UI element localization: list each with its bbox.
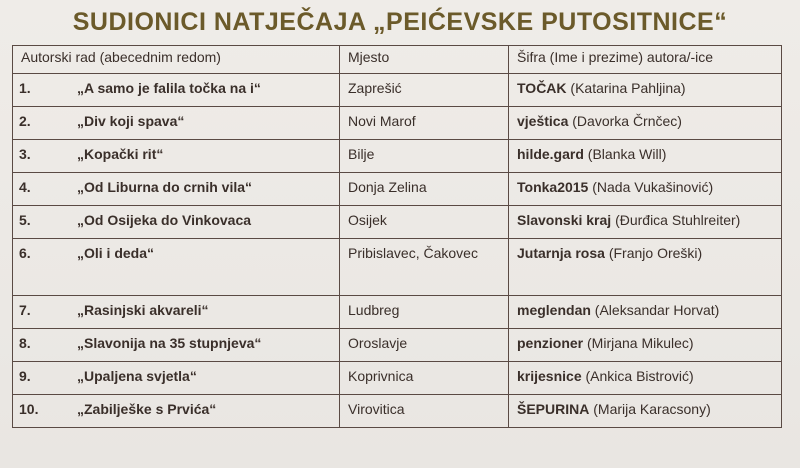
place-cell: Zaprešić [340, 74, 509, 107]
author-name: (Blanka Will) [587, 146, 667, 162]
work-title: „Upaljena svjetla“ [77, 368, 197, 384]
place-cell: Pribislavec, Čakovec [340, 239, 509, 296]
code-cell [509, 362, 782, 395]
work-title: „Slavonija na 35 stupnjeva“ [77, 335, 262, 351]
code-cell [509, 329, 782, 362]
work-cell [13, 173, 340, 206]
author-name: (Davorka Črnčec) [572, 113, 682, 129]
work-cell [13, 206, 340, 239]
author-code: Slavonski kraj [517, 212, 612, 228]
row-number: 3. [19, 146, 31, 162]
header-code: Šifra (Ime i prezime) autora/-ice [509, 46, 782, 74]
author-code: meglendan [517, 302, 591, 318]
code-cell [509, 395, 782, 428]
work-cell [13, 362, 340, 395]
table-header-row [13, 46, 782, 74]
place-cell: Koprivnica [340, 362, 509, 395]
table-row [13, 239, 782, 296]
work-cell [13, 329, 340, 362]
table-row [13, 395, 782, 428]
table-row [13, 296, 782, 329]
work-title: „A samo je falila točka na i“ [77, 80, 261, 96]
place-cell: Bilje [340, 140, 509, 173]
author-name: (Franjo Oreški) [608, 245, 703, 261]
code-cell [509, 206, 782, 239]
work-title: „Kopački rit“ [77, 146, 164, 162]
author-code: TOČAK [517, 80, 567, 96]
work-title: „Div koji spava“ [77, 113, 185, 129]
place-cell: Osijek [340, 206, 509, 239]
author-code: vještica [517, 113, 569, 129]
table-row [13, 173, 782, 206]
work-cell [13, 296, 340, 329]
code-cell [509, 107, 782, 140]
author-name: (Mirjana Mikulec) [587, 335, 694, 351]
work-title: „Od Liburna do crnih vila“ [77, 179, 253, 195]
row-number: 2. [19, 113, 31, 129]
row-number: 4. [19, 179, 31, 195]
author-name: (Đurđica Stuhlreiter) [615, 212, 741, 228]
place-cell: Oroslavje [340, 329, 509, 362]
work-cell [13, 74, 340, 107]
place-cell: Virovitica [340, 395, 509, 428]
table-row [13, 140, 782, 173]
header-work: Autorski rad (abecednim redom) [13, 46, 340, 74]
work-title: „Od Osijeka do Vinkovaca [77, 212, 252, 228]
work-cell [13, 395, 340, 428]
work-cell [13, 140, 340, 173]
work-title: „Oli i deda“ [77, 245, 155, 261]
author-name: (Aleksandar Horvat) [594, 302, 720, 318]
work-title: „Rasinjski akvareli“ [77, 302, 209, 318]
author-code: hilde.gard [517, 146, 584, 162]
header-place: Mjesto [340, 46, 509, 74]
author-code: krijesnice [517, 368, 582, 384]
participants-table [12, 45, 782, 428]
table-row [13, 362, 782, 395]
author-name: (Ankica Bistrović) [585, 368, 694, 384]
author-name: (Nada Vukašinović) [592, 179, 714, 195]
code-cell [509, 173, 782, 206]
table-row [13, 329, 782, 362]
row-number: 7. [19, 302, 31, 318]
work-cell [13, 239, 340, 296]
author-code: Jutarnja rosa [517, 245, 605, 261]
author-name: (Marija Karacsony) [593, 401, 711, 417]
code-cell [509, 74, 782, 107]
row-number: 9. [19, 368, 31, 384]
author-name: (Katarina Pahljina) [570, 80, 686, 96]
code-cell [509, 140, 782, 173]
place-cell: Ludbreg [340, 296, 509, 329]
table-row [13, 107, 782, 140]
author-code: ŠEPURINA [517, 401, 590, 417]
row-number: 6. [19, 245, 31, 261]
author-code: Tonka2015 [517, 179, 589, 195]
work-title: „Zabilješke s Prvića“ [77, 401, 217, 417]
work-cell [13, 107, 340, 140]
page-title: SUDIONICI NATJEČAJA „PEIĆEVSKE PUTOSITNICE“ [72, 8, 728, 36]
place-cell: Donja Zelina [340, 173, 509, 206]
row-number: 1. [19, 80, 31, 96]
author-code: penzioner [517, 335, 584, 351]
code-cell [509, 296, 782, 329]
row-number: 10. [19, 401, 39, 417]
table-row [13, 74, 782, 107]
row-number: 8. [19, 335, 31, 351]
row-number: 5. [19, 212, 31, 228]
place-cell: Novi Marof [340, 107, 509, 140]
code-cell [509, 239, 782, 296]
table-row [13, 206, 782, 239]
